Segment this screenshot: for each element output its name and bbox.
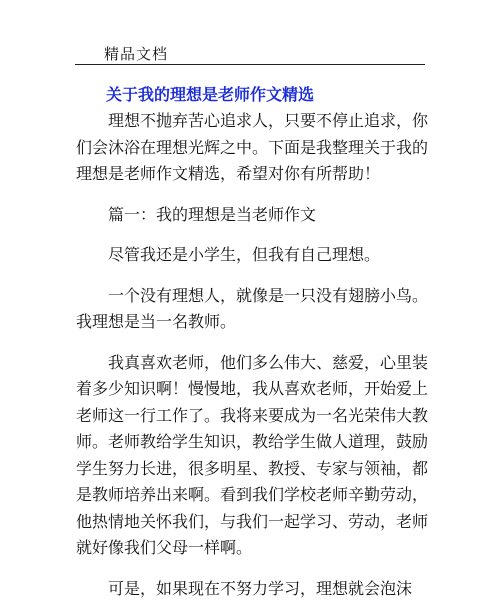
paragraph-2: 一个没有理想人，就像是一只没有翅膀小鸟。我理想是当一名教师。 — [76, 285, 429, 331]
paragraph-section-heading: 篇一：我的理想是当老师作文 — [108, 204, 317, 224]
header-label: 精品文档 — [104, 45, 169, 63]
document-title: 关于我的理想是老师作文精选 — [106, 85, 315, 104]
paragraph-intro: 理想不抛弃苦心追求人，只要不停止追求，你们会沐浴在理想光辉之中。下面是我整理关于我的理想是老师作文精选，希望对你有所帮助！ — [76, 111, 429, 183]
paragraph-3: 我真喜欢老师，他们多么伟大、慈爱，心里装着多少知识啊！慢慢地，我从喜欢老师，开始爱上老师这一行工作了。我将来要成为一名光荣伟大教师。老师教给学生知识，教给学生做人道理，鼓励学生努力长进，很多明星、教授、专家与领袖，都是教师培养出来啊。看到我们学校老师辛勤劳动，他热情地关怀我们，与我们一起学习、劳动，老师就好像我们父母一样啊。 — [76, 352, 429, 557]
paragraph-4: 可是，如果现在不努力学习，理想就会泡沫 — [108, 578, 413, 598]
paragraph-1: 尽管我还是小学生，但我有自己理想。 — [108, 245, 381, 264]
page-header — [75, 44, 425, 65]
document-body — [76, 82, 428, 616]
